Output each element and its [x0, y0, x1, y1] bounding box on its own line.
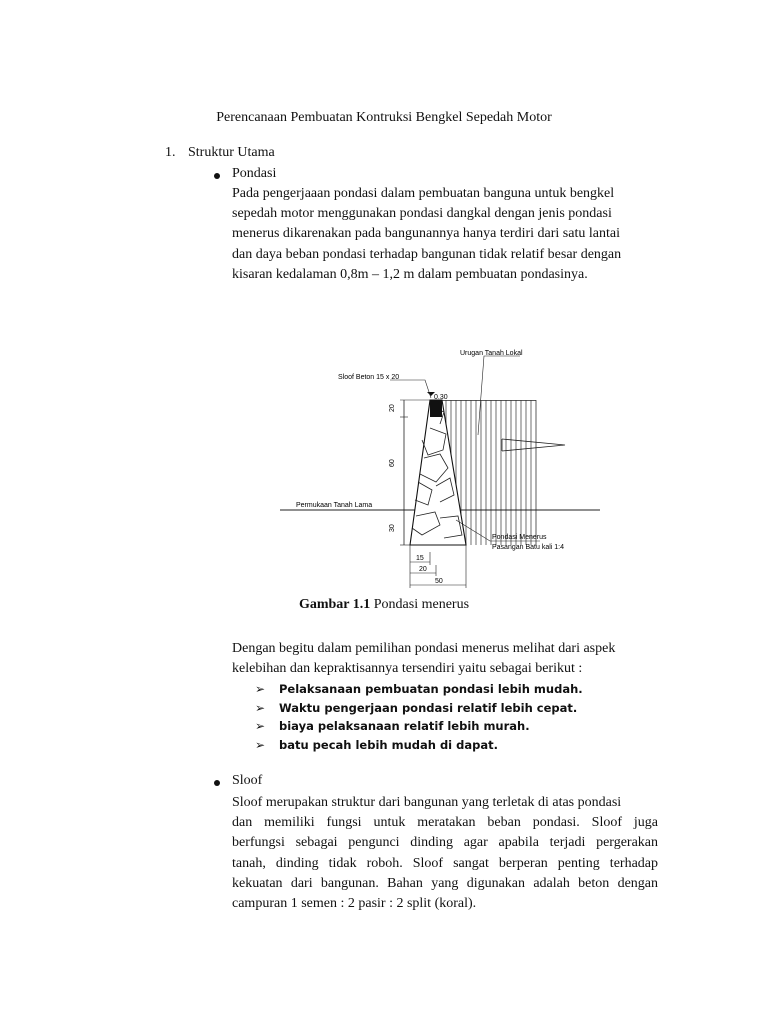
arrow-bullet-icon: ➢ — [255, 719, 266, 734]
document-title: Perencanaan Pembuatan Kontruksi Bengkel Sepedah Motor — [216, 110, 552, 125]
advantage-text: Waktu pengerjaan pondasi relatif lebih cepat. — [279, 700, 578, 715]
sloof-block — [430, 400, 442, 417]
bullet-dot-icon — [214, 780, 220, 786]
dim-label-50: 50 — [435, 578, 443, 585]
sloof-paragraph — [232, 793, 658, 914]
pondasi-menerus-label: Pondasi Menerus — [492, 534, 547, 541]
paragraph-line: menerus dikarenakan pada bangunannya hanya terdiri dari satu lantai — [232, 226, 620, 242]
dim-label-20h: 20 — [419, 566, 427, 573]
dim-label-20: 20 — [389, 404, 396, 412]
list-item — [255, 680, 583, 699]
advantage-text: Pelaksanaan pembuatan pondasi lebih mudah. — [279, 682, 583, 696]
paragraph-line: kelebihan dan kepraktisannya tersendiri yaitu sebagai berikut : — [232, 661, 583, 677]
dim-label-60: 60 — [389, 459, 396, 467]
urugan-label: Urugan Tanah Lokal — [460, 350, 523, 357]
foundation-section-drawing — [270, 340, 600, 590]
list-item — [255, 699, 583, 718]
dim-label-15: 15 — [416, 555, 424, 562]
arrow-bullet-icon: ➢ — [255, 682, 266, 696]
after-figure-paragraph — [232, 639, 658, 679]
paragraph-line: Dengan begitu dalam pemilihan pondasi menerus melihat dari aspek — [232, 641, 616, 656]
paragraph-line: berfungsi sebagai pengunci dinding agar apabila terjadi pergerakan — [232, 835, 658, 851]
section-label: Struktur Utama — [188, 145, 275, 160]
pasangan-label: Pasangan Batu kali 1:4 — [492, 544, 564, 551]
sloof-heading: Sloof — [232, 773, 263, 788]
advantages-list — [255, 680, 583, 755]
caption-text: Pondasi menerus — [370, 597, 470, 612]
arrow-bullet-icon: ➢ — [255, 738, 266, 753]
paragraph-line: sepedah motor menggunakan pondasi dangkal dengan jenis pondasi — [232, 206, 612, 222]
foundation-body — [410, 400, 466, 545]
pondasi-heading: Pondasi — [232, 166, 277, 181]
pondasi-paragraph — [232, 184, 658, 285]
paragraph-line: kekuatan dari bangunan. Bahan yang digunakan adalah beton dengan — [232, 875, 658, 891]
paragraph-line: kisaran kedalaman 0,8m – 1,2 m dalam pembuatan pondasinya. — [232, 266, 588, 282]
paragraph-line: tanah, dinding tidak roboh. Sloof sangat berperan penting terhadap — [232, 855, 658, 871]
elevation-label: 0.30 — [434, 394, 448, 401]
paragraph-line: dan daya beban pondasi terhadap bangunan tidak relatif besar dengan — [232, 246, 622, 262]
paragraph-line: campuran 1 semen : 2 pasir : 2 split (koral). — [232, 896, 477, 912]
paragraph-line: dan memiliki fungsi untuk meratakan beban pondasi. Sloof juga — [232, 815, 658, 831]
list-item — [255, 736, 583, 755]
advantage-text: batu pecah lebih mudah di dapat. — [279, 738, 498, 753]
permukaan-label: Permukaan Tanah Lama — [296, 502, 373, 509]
section-number: 1. — [165, 145, 176, 160]
figure-caption — [0, 597, 768, 613]
paragraph-line: Sloof merupakan struktur dari bangunan yang terletak di atas pondasi — [232, 795, 622, 810]
dim-label-30: 30 — [389, 524, 396, 532]
bullet-dot-icon — [214, 173, 220, 179]
list-item — [255, 717, 583, 736]
caption-number: Gambar 1.1 — [298, 597, 371, 612]
paragraph-line: Pada pengerjaaan pondasi dalam pembuatan banguna untuk bengkel — [232, 186, 615, 201]
advantage-text: biaya pelaksanaan relatif lebih murah. — [279, 719, 530, 734]
sloof-label: Sloof Beton 15 x 20 — [338, 374, 400, 381]
arrow-bullet-icon: ➢ — [255, 700, 266, 715]
